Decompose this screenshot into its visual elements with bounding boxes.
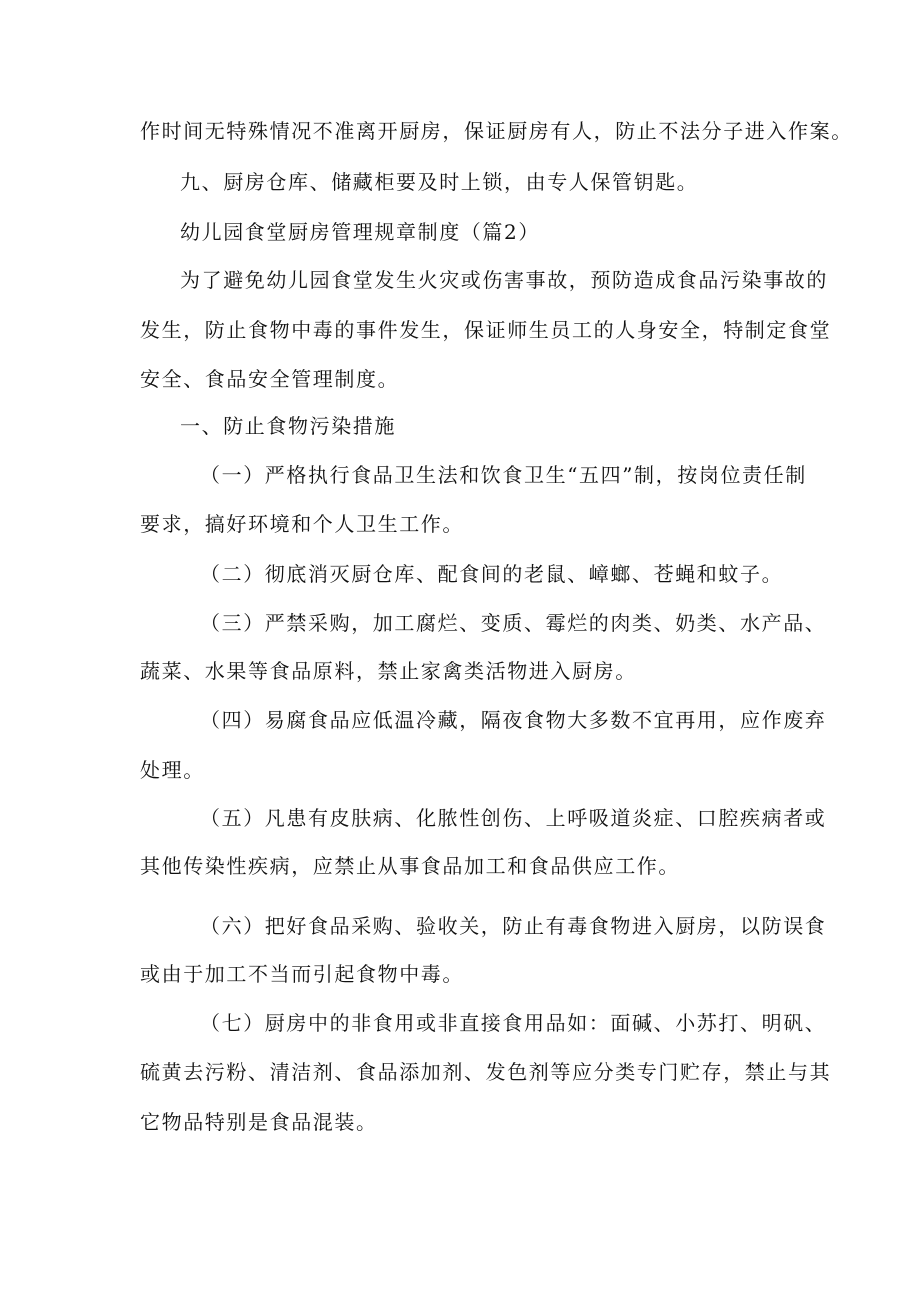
paragraph-line: 它物品特别是食品混装。	[140, 1110, 378, 1134]
paragraph-line: 蔬菜、水果等食品原料，禁止家禽类活物进入厨房。	[140, 659, 637, 683]
subsection-heading: 一、防止食物污染措施	[180, 414, 396, 438]
paragraph-line: 为了避免幼儿园食堂发生火灾或伤害事故，预防造成食品污染事故的	[180, 268, 828, 292]
paragraph-line: 安全、食品安全管理制度。	[140, 367, 400, 391]
paragraph-line: （一）严格执行食品卫生法和饮食卫生“五四”制，按岗位责任制	[200, 463, 807, 487]
paragraph-line: 硫黄去污粉、清洁剂、食品添加剂、发色剂等应分类专门贮存，禁止与其	[140, 1060, 832, 1084]
paragraph-line: 要求，搞好环境和个人卫生工作。	[140, 512, 464, 536]
section-title: 幼儿园食堂厨房管理规章制度（篇2）	[180, 220, 540, 244]
paragraph-line: 处理。	[140, 758, 205, 782]
paragraph-line: （四）易腐食品应低温冷藏，隔夜食物大多数不宜再用，应作废弃	[200, 708, 827, 732]
paragraph-line: （五）凡患有皮肤病、化脓性创伤、上呼吸道炎症、口腔疾病者或	[200, 806, 827, 830]
paragraph-line: 或由于加工不当而引起食物中毒。	[140, 962, 464, 986]
paragraph-line: （二）彻底消灭厨仓库、配食间的老鼠、嶂螂、苍蝇和蚊子。	[200, 562, 784, 586]
paragraph-line: 发生，防止食物中毒的事件发生，保证师生员工的人身安全，特制定食堂	[140, 318, 832, 342]
paragraph-line: 九、厨房仓库、储藏柜要及时上锁，由专人保管钥匙。	[180, 170, 699, 194]
paragraph-line: 其他传染性疾病，应禁止从事食品加工和食品供应工作。	[140, 854, 680, 878]
paragraph-line: （三）严禁采购，加工腐烂、变质、霉烂的肉类、奶类、水产品、	[200, 611, 827, 635]
paragraph-line: 作时间无特殊情况不准离开厨房，保证厨房有人，防止不法分子进入作案。	[140, 119, 853, 143]
paragraph-line: （七）厨房中的非食用或非直接食用品如：面碱、小苏打、明矾、	[200, 1011, 827, 1035]
paragraph-line: （六）把好食品采购、验收关，防止有毒食物进入厨房，以防误食	[200, 914, 827, 938]
